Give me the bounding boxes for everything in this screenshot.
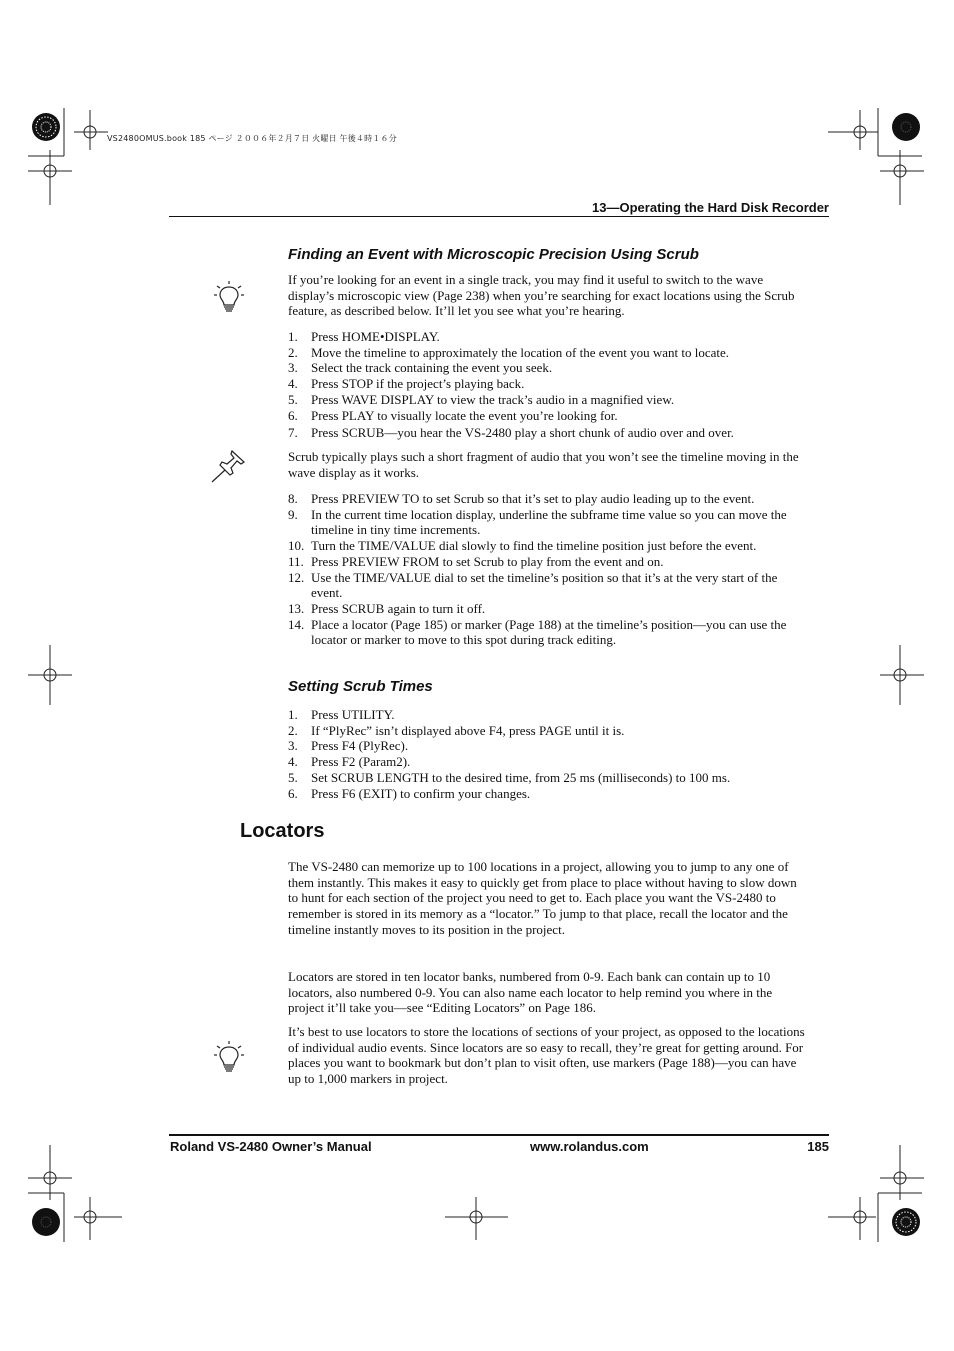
step-text: Select the track containing the event you seek. <box>311 360 553 376</box>
list-item <box>288 570 808 601</box>
step-text: Press F6 (EXIT) to confirm your changes. <box>311 785 531 801</box>
running-head: 13—Operating the Hard Disk Recorder <box>592 200 829 215</box>
list-item <box>288 425 808 441</box>
step-text: Set SCRUB LENGTH to the desired time, from 25 ms (milliseconds) to 100 ms. <box>311 769 731 785</box>
step-text: Press SCRUB again to turn it off. <box>311 600 486 616</box>
footer-website: www.rolandus.com <box>530 1139 649 1154</box>
step-text: Press WAVE DISPLAY to view the track’s audio in a magnified view. <box>311 391 675 407</box>
step-number: 13. <box>288 600 305 616</box>
locators-tip-paragraph: It’s best to use locators to store the locations of sections of your project, as opposed to the locations of individual audio events. Since locators are so easy to recall, they’re great for getting around. For places you want to bookmark but don’t plan to visit often, use markers (Page 188)—you can have up to 1,000 markers in project. <box>288 1024 805 1087</box>
lightbulb-icon <box>213 1040 245 1076</box>
step-text: Press HOME•DISPLAY. <box>311 329 440 344</box>
scrub-intro-paragraph: If you’re looking for an event in a single track, you may find it useful to switch to the wave display’s microscopic view (Page 238) when you’re searching for exact locations using the Scrub feature, as described below. It’ll let you see what you’re hearing. <box>288 272 795 319</box>
list-item <box>288 491 808 507</box>
step-text: Use the TIME/VALUE dial to set the timeline’s position so that it’s at the very start of the event. <box>311 569 778 601</box>
pushpin-icon <box>210 448 248 484</box>
footer-manual-title: Roland VS-2480 Owner’s Manual <box>170 1139 372 1154</box>
section-heading-scrub: Finding an Event with Microscopic Precision Using Scrub <box>288 246 699 263</box>
footer-rule <box>169 1134 829 1136</box>
list-item <box>288 723 808 739</box>
step-text: If “PlyRec” isn’t displayed above F4, press PAGE until it is. <box>311 722 625 738</box>
step-number: 2. <box>288 344 298 360</box>
list-item <box>288 617 808 648</box>
list-item <box>288 707 808 723</box>
step-number: 6. <box>288 785 298 801</box>
header-rule <box>169 216 829 217</box>
step-text: Press STOP if the project’s playing back. <box>311 376 525 392</box>
step-text: Press PREVIEW TO to set Scrub so that it’s set to play audio leading up to the event. <box>311 491 755 506</box>
section-heading-scrub-times: Setting Scrub Times <box>288 678 433 695</box>
scrub-times-steps-list <box>288 707 808 801</box>
step-number: 10. <box>288 538 305 554</box>
step-text: Press SCRUB—you hear the VS-2480 play a short chunk of audio over and over. <box>311 425 734 441</box>
step-text: Press PREVIEW FROM to set Scrub to play from the event and on. <box>311 553 664 569</box>
list-item <box>288 376 808 392</box>
list-item <box>288 754 808 770</box>
list-item <box>288 507 808 538</box>
step-number: 1. <box>288 329 298 344</box>
list-item <box>288 408 808 424</box>
step-text: Press F4 (PlyRec). <box>311 738 409 754</box>
list-item <box>288 738 808 754</box>
step-number: 3. <box>288 738 298 754</box>
list-item <box>288 360 808 376</box>
step-text: In the current time location display, underline the subframe time value so you can move the timeline in tiny time increments. <box>311 506 787 538</box>
locators-paragraph-2: Locators are stored in ten locator banks, numbered from 0-9. Each bank can contain up to 10 locators, also numbered 0-9. You can also name each locator to help remind you where in the project it’ll take you—see “Editing Locators” on Page 186. <box>288 969 773 1016</box>
scrub-steps-list-a <box>288 329 808 441</box>
locators-paragraph-1: The VS-2480 can memorize up to 100 locations in a project, allowing you to jump to any one of them instantly. This makes it easy to quickly get from place to place without having to slow down to hunt for each section of the project you need to get to. Each place you want the VS-2480 to remember is stored in its memory as a “locator.” To jump to that place, recall the locator and the timeline instantly moves to its position in the project. <box>288 859 797 937</box>
step-text: Turn the TIME/VALUE dial slowly to find the timeline position just before the event. <box>311 538 757 554</box>
step-number: 4. <box>288 754 298 770</box>
scrub-note-paragraph: Scrub typically plays such a short fragment of audio that you won’t see the timeline moving in the wave display as it works. <box>288 449 799 480</box>
step-text: Press PLAY to visually locate the event you’re looking for. <box>311 407 618 423</box>
step-number: 3. <box>288 360 298 376</box>
step-number: 9. <box>288 506 298 522</box>
step-number: 11. <box>288 553 304 569</box>
list-item <box>288 392 808 408</box>
step-number: 2. <box>288 722 298 738</box>
step-text: Press F2 (Param2). <box>311 754 411 770</box>
step-number: 5. <box>288 391 298 407</box>
step-number: 14. <box>288 616 305 632</box>
step-text: Press UTILITY. <box>311 707 395 722</box>
step-number: 7. <box>288 425 298 441</box>
step-text: Place a locator (Page 185) or marker (Page 188) at the timeline’s position—you can use the locator or marker to move to this spot during track editing. <box>311 616 787 648</box>
list-item <box>288 345 808 361</box>
list-item <box>288 601 808 617</box>
file-slug-line: VS2480OMUS.book 185 ページ ２００６年２月７日 火曜日 午後４時１６分 <box>107 134 397 143</box>
step-number: 6. <box>288 407 298 423</box>
step-number: 12. <box>288 569 305 585</box>
section-heading-locators: Locators <box>240 820 325 842</box>
page-number: 185 <box>807 1139 829 1154</box>
step-number: 1. <box>288 707 298 722</box>
list-item <box>288 554 808 570</box>
step-number: 4. <box>288 376 298 392</box>
scrub-steps-list-b <box>288 491 808 648</box>
step-number: 8. <box>288 491 298 506</box>
list-item <box>288 786 808 802</box>
step-text: Move the timeline to approximately the location of the event you want to locate. <box>311 344 730 360</box>
list-item <box>288 538 808 554</box>
list-item <box>288 329 808 345</box>
lightbulb-icon <box>213 280 245 316</box>
list-item <box>288 770 808 786</box>
step-number: 5. <box>288 769 298 785</box>
